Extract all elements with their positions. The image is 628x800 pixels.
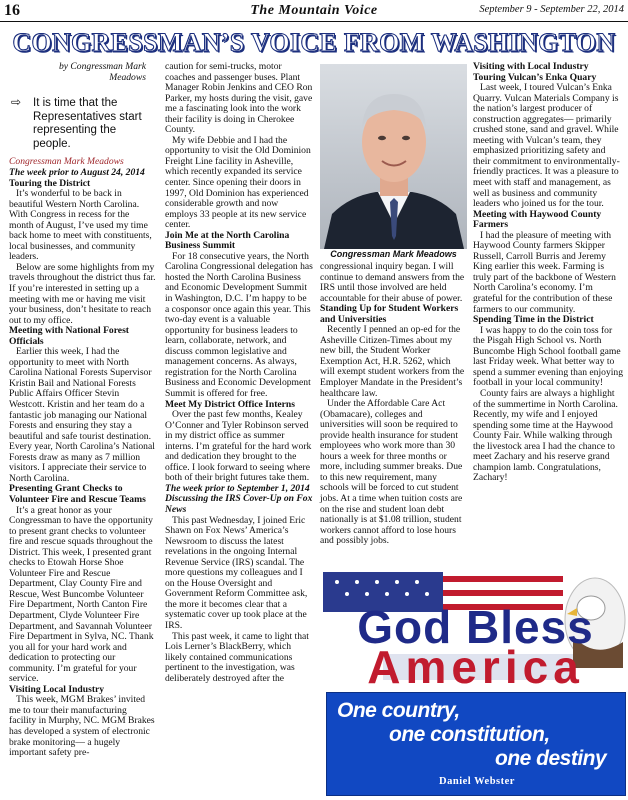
paragraph: County fairs are always a highlight of the summertime in North Carolina. Recently, my wife and I enjoyed spending some time at the Haywood County Fair. While walking through the livestock area I had the chance to meet Zachary and his reserve grand champion lamb. Congratulations, Zachary! (473, 387, 618, 484)
pull-quote-attribution: Congressman Mark Meadows (9, 156, 124, 167)
section-heading: Standing Up for Student Workers and Universities (320, 303, 459, 325)
paragraph: Earlier this week, I had the opportunity to meet with North Carolina National Forests Supervisor Kristin Bail and National Forests Public Affairs Officer Stevin Westcott. Kristin and her team do a fantastic job managing our National Forests and ensuring they stay a beautiful and safe tourist destination. Every year, North Carolina’s National Forests draw as many as 7 million visitors. I appreciate their service to North Carolina. (9, 346, 155, 484)
paragraph: Recently I penned an op-ed for the Asheville Citizen-Times about my new bill, the Student Worker Exemption Act, H.R. 5262, which will exempt student workers from the Employer Mandate in the President’s healthcare law. (320, 324, 465, 399)
paragraph: Last week, I toured Vulcan’s Enka Quarry. Vulcan Materials Company is the nation’s largest producer of construction aggregates— primarily crushed stone, sand and gravel. While meeting with Vulcan’s team, they emphasized prioritizing safety and their commitment to environmentally-friendly practices. It was a pleasure to meet with staff and management, as well as business and community leaders who joined us for the tour. (473, 82, 620, 210)
paragraph: I was happy to do the coin toss for the Pisgah High School vs. North Buncombe High School football game last Friday week. What better way to spend a summer evening than enjoying football in your local community! (473, 324, 624, 389)
paragraph: This past Wednesday, I joined Eric Shawn on Fox News’ America’s Newsroom to discuss the latest revelations in the ongoing Internal Revenue Service (IRS) scandal. The more questions my colleagues and I on the House Oversight and Government Reform Committee ask, the more it becomes clear that a systematic cover up took place at the IRS. (165, 514, 308, 631)
ad-author: Daniel Webster (439, 776, 515, 787)
america-text: America (367, 641, 584, 686)
photo-caption: Congressman Mark Meadows (330, 249, 457, 259)
byline: by Congressman Mark Meadows (58, 61, 146, 83)
paragraph: Over the past few months, Kealey O’Conner and Tyler Robinson served in my district office as summer interns. I’m grateful for the hard work and dedication they brought to the office. I look forward to seeing where both of their bright futures take them. (165, 409, 312, 484)
section-heading: Discussing the IRS Cover-Up on Fox News (165, 493, 313, 515)
section-heading: Meet My District Office Interns (165, 398, 295, 410)
portrait-illustration (320, 64, 467, 249)
page-header (0, 0, 628, 22)
section-heading: Spending Time in the District (473, 314, 594, 326)
god-bless-america-ad (323, 572, 628, 686)
page-number: 16 (4, 2, 20, 19)
god-bless-text: God Bless (357, 601, 594, 653)
paragraph: congressional inquiry began. I will continue to demand answers from the IRS until those involved are held accountable for their abuse of power. (320, 261, 465, 304)
column-1 (9, 62, 156, 759)
paragraph: It’s wonderful to be back in beautiful Western North Carolina. With Congress in recess for the month of August, I’ve used my time back home to meet with constituents, local businesses, and community leaders. (9, 188, 152, 263)
paragraph: This past week, it came to light that Lois Lerner’s BlackBerry, which likely contained communications pertinent to the investigation, was deliberately destroyed after the (165, 630, 309, 684)
arrow-right-icon: ⇨ (11, 95, 22, 109)
paragraph: Under the Affordable Care Act (Obamacare), colleges and universities will soon be required to provide health insurance for student employees who work more than 30 hours a week for three months or more, including summer breaks. Due to this new requirement, many schools will be forced to cut student jobs. At a time when tuition costs are on the rise and student loan debt nationally is at $1.08 trillion, student workers cannot afford to lose hours and possibly jobs. (320, 398, 463, 547)
ad-line: one constitution, (389, 723, 550, 746)
paragraph: For 18 consecutive years, the North Carolina Congressional delegation has hosted the North Carolina Business and Economic Development Summit in Washington, D.C. I’m happy to be a cosponsor once again this year. This two-day event is a valuable opportunity for business leaders to learn, collaborate, network, and discuss common legislative and management concerns. As always, registration for the North Carolina Business and Economic Development Summit is offered for free. (165, 250, 313, 399)
column-4 (473, 62, 623, 484)
congressman-photo (320, 64, 467, 249)
section-date: The week prior to August 24, 2014 (9, 167, 145, 178)
ad-line: one destiny (495, 747, 607, 770)
paragraph: My wife Debbie and I had the opportunity to visit the Old Dominion Freight Line facility in Asheville, which recently expanded its service center. Since opening their doors in 1997, Old Dominion has experienced considerable growth and now employs 33 people at its new service center. (165, 134, 311, 231)
issue-dates: September 9 - September 22, 2014 (479, 4, 624, 15)
ad-line: One country, (337, 699, 460, 722)
pull-quote: ⇨ It is time that the Representatives start representing the people. (11, 95, 142, 150)
section-heading: Meeting with Haywood County Farmers (473, 208, 602, 231)
paragraph: caution for semi-trucks, motor coaches and passenger buses. Plant Manager Robin Jenkins and CEO Ron Parker, my hosts during the visit, gave me a fascinating look into the work their facility is doing in Cherokee County. (165, 61, 313, 136)
section-heading: Meeting with National Forest Officials (9, 325, 129, 347)
headline: CONGRESSMAN’S VOICE FROM WASHINGTON (12, 28, 616, 57)
section-date: The week prior to September 1, 2014 (165, 482, 310, 494)
section-heading: Touring the District (9, 177, 91, 189)
masthead: The Mountain Voice (250, 3, 378, 18)
column-2 (165, 62, 313, 684)
one-country-ad (326, 692, 626, 796)
column-3 (320, 262, 466, 547)
section-heading: Visiting with Local Industry Touring Vulcan’s Enka Quary (473, 61, 597, 83)
paragraph: Below are some highlights from my travels throughout the district thus far. If you’re interested in setting up a meeting with me or having me visit your business, don’t hesitate to reach out to my office. (9, 261, 156, 326)
paragraph: It’s a great honor as your Congressman to have the opportunity to present grant checks to volunteer fire and rescue squads throughout the District. This week, I presented grant checks to Etowah Horse Shoe Volunteer Fire and Rescue Department, Clay County Fire and Rescue, West Buncombe Volunteer Fire Department, North Canton Fire Department, Clyde Volunteer Fire Department, and Savannah Volunteer Fire Department in Sylva, NC. Thank you all for your hard work and dedication to protecting our community. I’m grateful for your service. (9, 504, 154, 685)
section-heading: Presenting Grant Checks to Volunteer Fire and Rescue Teams (9, 483, 146, 505)
section-heading: Join Me at the North Carolina Business Summit (165, 229, 290, 252)
paragraph: I had the pleasure of meeting with Haywood County farmers Skipper Russell, Carroll Burris and Jeremy King earlier this week. Farming is truly part of the backbone of Western North Carolina’s economy. I’m grateful for the contribution of these farmers to our community. (473, 229, 616, 315)
paragraph: This week, MGM Brakes’ invited me to tour their manufacturing facility in Murphy, NC. MGM Brakes has developed a system of electronic brake monitoring— a hugely important safety pre- (9, 694, 155, 759)
section-heading: Visiting Local Industry (9, 683, 105, 695)
